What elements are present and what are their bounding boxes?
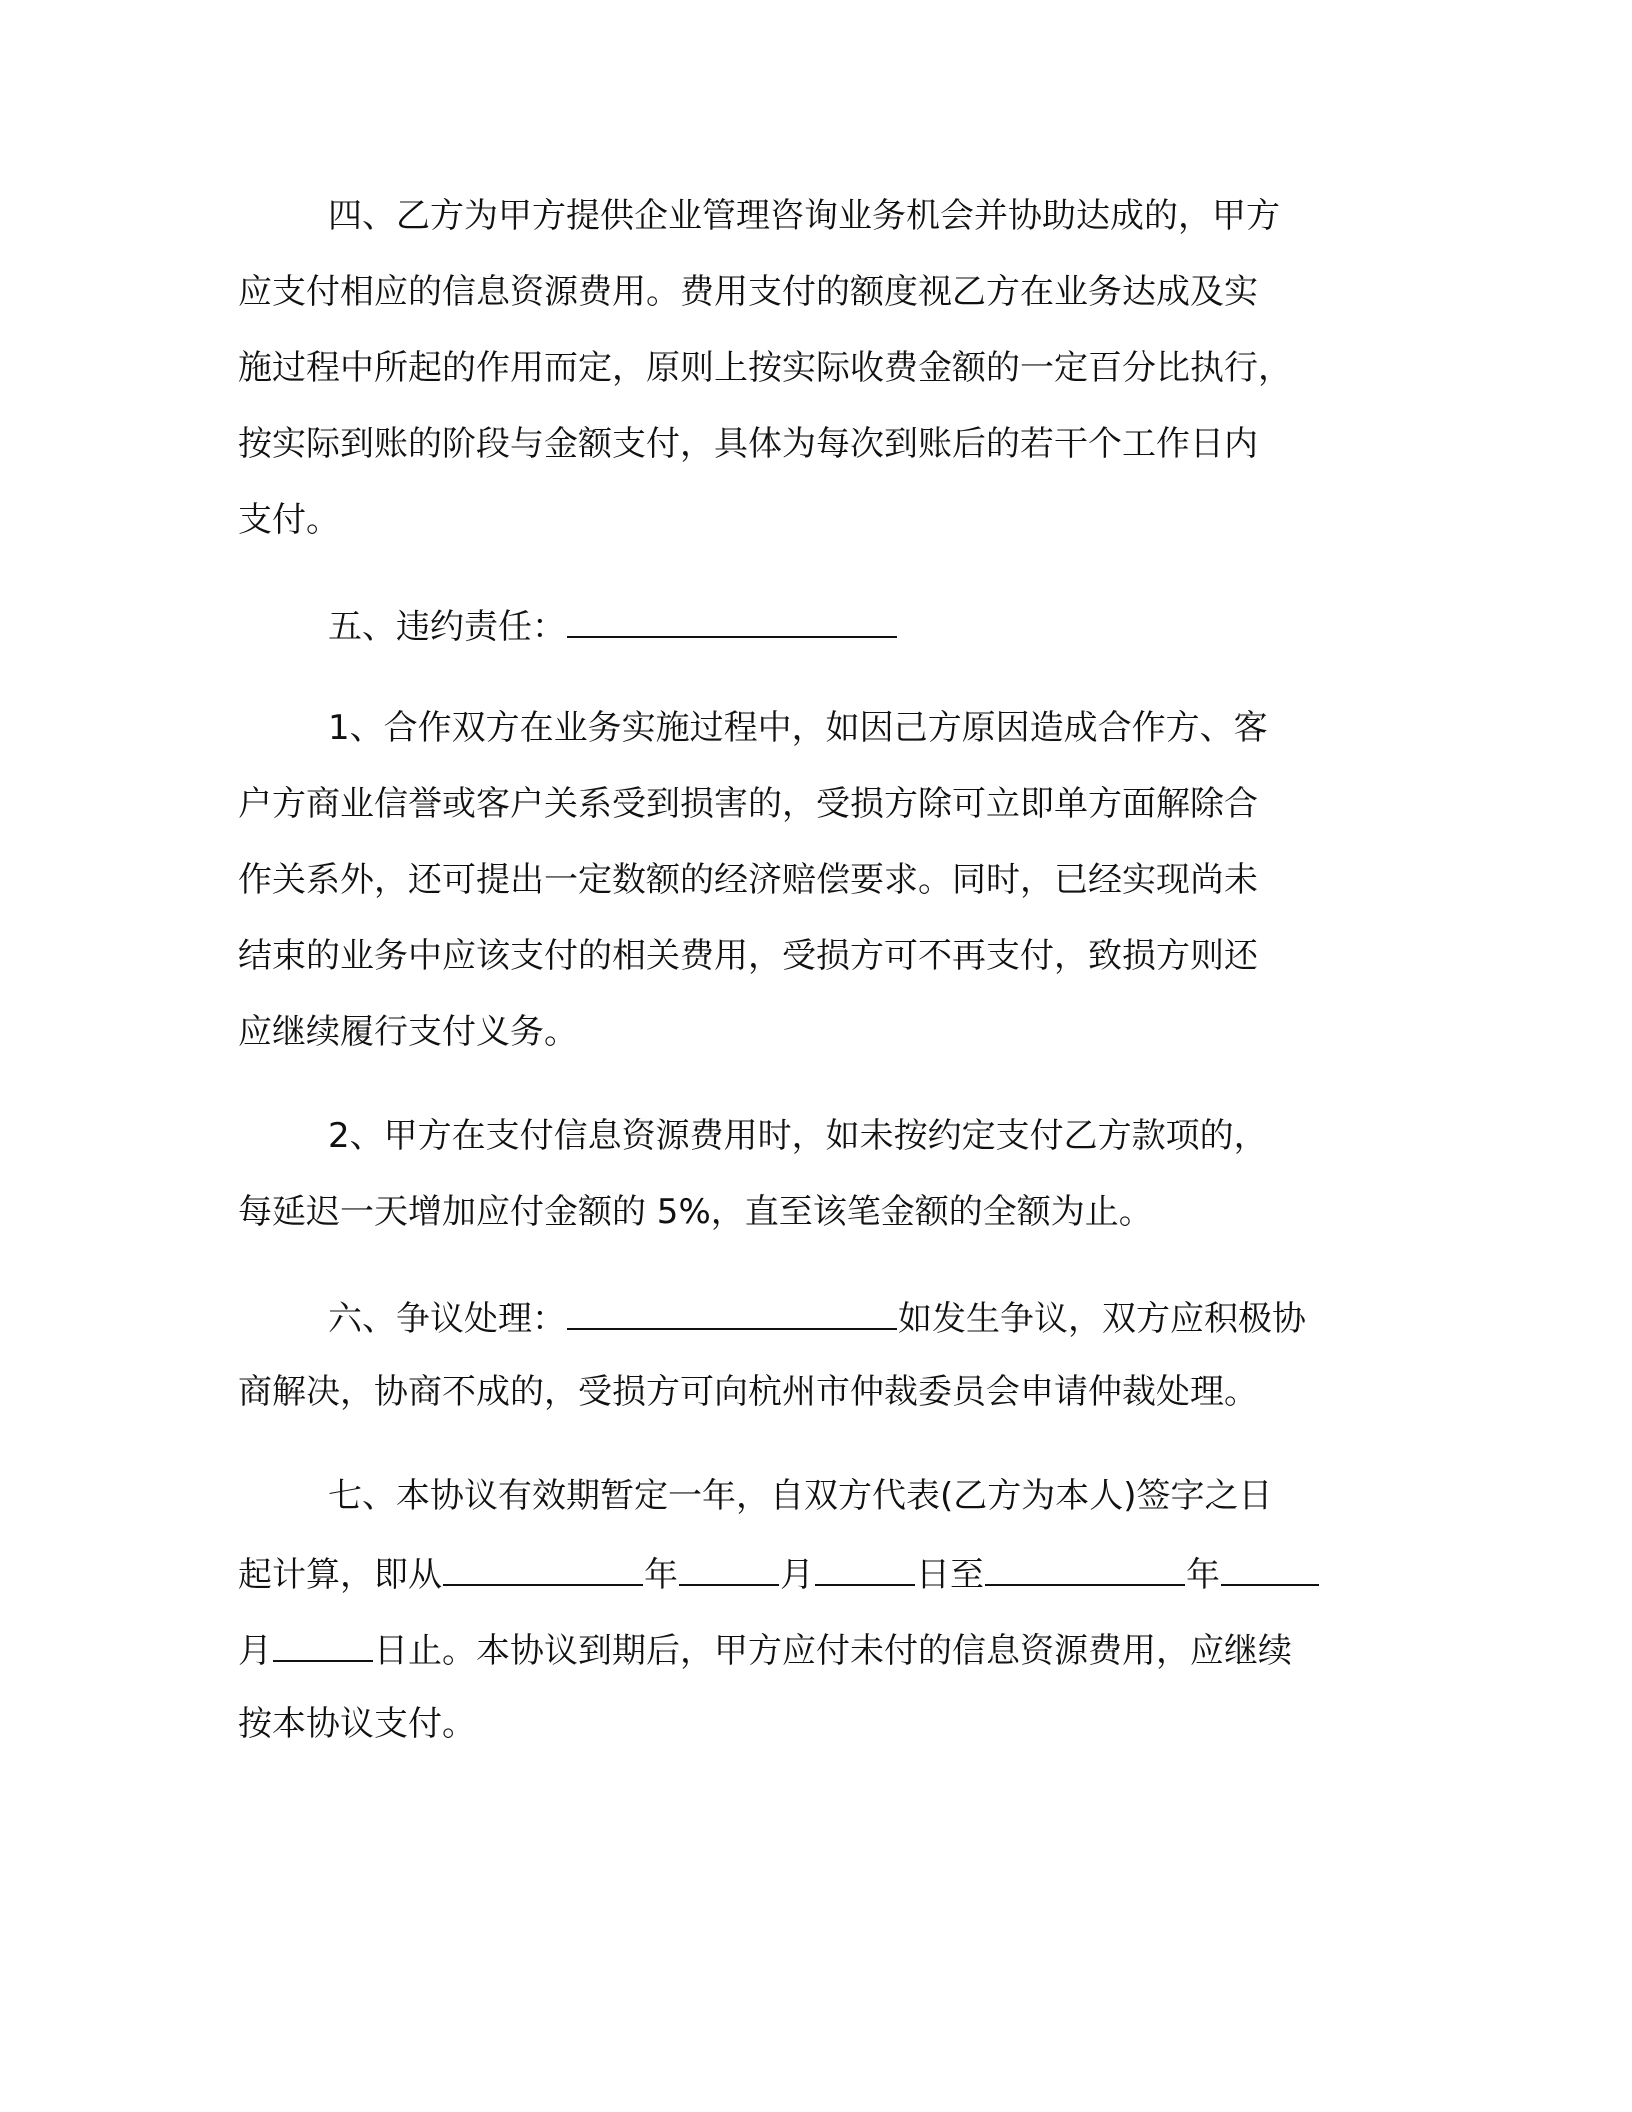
blank-start-year: [443, 1546, 643, 1586]
text-year: 年: [1186, 1555, 1220, 1595]
blank-underline: [567, 1290, 897, 1330]
blank-end-year: [985, 1546, 1185, 1586]
section-6-text: 如发生争议，双方应积极协: [898, 1299, 1306, 1339]
clause-1-line-3: 作关系外，还可提出一定数额的经济赔偿要求。同时，已经实现尚未: [238, 860, 1258, 900]
paragraph-4-line-3: 施过程中所起的作用而定，原则上按实际收费金额的一定百分比执行，: [238, 348, 1292, 388]
clause-1-line-5: 应继续履行支付义务。: [238, 1012, 578, 1052]
section-7-line-3: [238, 1622, 1292, 1674]
section-5-heading: [328, 598, 898, 650]
blank-start-day: [815, 1546, 915, 1586]
blank-underline: [567, 598, 897, 638]
paragraph-4-line-4: 按实际到账的阶段与金额支付，具体为每次到账后的若干个工作日内: [238, 424, 1258, 464]
section-6-line-1: [328, 1290, 1306, 1342]
section-6-line-2: 商解决，协商不成的，受损方可向杭州市仲裁委员会申请仲裁处理。: [238, 1372, 1258, 1412]
text-from: 起计算，即从: [238, 1555, 442, 1595]
section-5-title: 五、违约责任：: [328, 607, 566, 647]
section-7-line-4: 按本协议支付。: [238, 1704, 476, 1744]
blank-end-day: [273, 1622, 373, 1662]
paragraph-4-line-2: 应支付相应的信息资源费用。费用支付的额度视乙方在业务达成及实: [238, 272, 1258, 312]
clause-1-line-2: 户方商业信誉或客户关系受到损害的，受损方除可立即单方面解除合: [238, 784, 1258, 824]
text-year: 年: [644, 1555, 678, 1595]
clause-1-line-4: 结束的业务中应该支付的相关费用，受损方可不再支付，致损方则还: [238, 936, 1258, 976]
paragraph-4-line-1: 四、乙方为甲方提供企业管理咨询业务机会并协助达成的，甲方: [328, 196, 1280, 236]
text-day-to: 日至: [916, 1555, 984, 1595]
clause-2-line-1: 2、甲方在支付信息资源费用时，如未按约定支付乙方款项的，: [328, 1116, 1268, 1156]
text-month: 月: [238, 1631, 272, 1671]
section-6-title: 六、争议处理：: [328, 1299, 566, 1339]
clause-1-line-1: 1、合作双方在业务实施过程中，如因己方原因造成合作方、客: [328, 708, 1268, 748]
text-month: 月: [780, 1555, 814, 1595]
section-7-line-1: 七、本协议有效期暂定一年，自双方代表(乙方为本人)签字之日: [328, 1476, 1273, 1516]
blank-start-month: [679, 1546, 779, 1586]
blank-end-month: [1221, 1546, 1319, 1586]
paragraph-4-line-5: 支付。: [238, 500, 340, 540]
clause-2-line-2: 每延迟一天增加应付金额的 5%，直至该笔金额的全额为止。: [238, 1192, 1153, 1232]
section-7-line-2: [238, 1546, 1320, 1598]
text-day-end: 日止。本协议到期后，甲方应付未付的信息资源费用，应继续: [374, 1631, 1292, 1671]
